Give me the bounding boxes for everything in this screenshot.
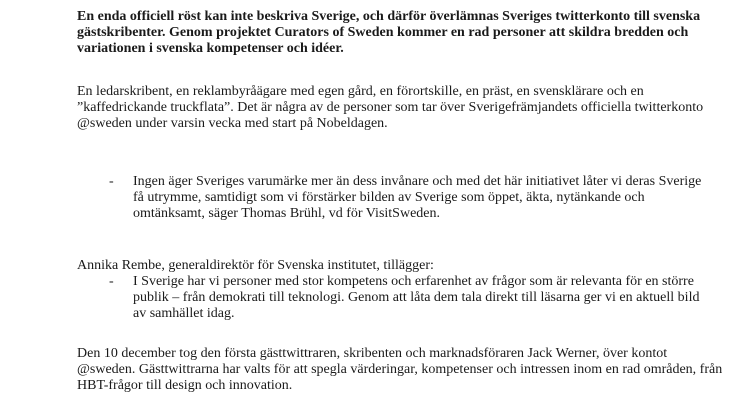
quote-bullet-1 [109,174,709,222]
quote-bullet-2 [109,274,709,322]
bullet-dash: - [109,174,114,189]
quote-text-1: Ingen äger Sveriges varumärke mer än dess invånare och med det här initiativet låter vi deras Sverige få utrymme, samtidigt som vi förstärker bilden av Sverige som öppet, äkta, nytänkande och omtänksamt, säger Thomas Brühl, vd för VisitSweden. [133,174,702,221]
body-paragraph-1: En ledarskribent, en reklambyråägare med egen gård, en förortskille, en präst, en svensklärare och en ”kaffedrickande truckflata”. Det är några av de personer som tar över Sverigefrämjandets officiella twitterkonto @sweden under varsin vecka med start på Nobeldagen. [77,84,704,131]
body-paragraph-2: Annika Rembe, generaldirektör för Svenska institutet, tillägger: [77,258,434,273]
lead-paragraph: En enda officiell röst kan inte beskriva Sverige, och därför överlämnas Sveriges twitterkonto till svenska gästskribenter. Genom projektet Curators of Sweden kommer en rad personer att skildra bredden och variationen i svenska kompetenser och idéer. [77,9,701,56]
body-paragraph-3: Den 10 december tog den första gästtwittraren, skribenten och marknadsföraren Jack Werner, över kontot @sweden. Gästtwittrarna har valts för att spegla värderingar, kompetenser och intressen inom en rad områden, från HBT-frågor till design och innovation. [77,346,723,393]
quote-text-2: I Sverige har vi personer med stor kompetens och erfarenhet av frågor som är relevanta för en större publik – från demokrati till teknologi. Genom att låta dem tala direkt till läsarna ger vi en aktuell bild av samhället idag. [133,274,700,321]
bullet-dash: - [109,274,114,289]
